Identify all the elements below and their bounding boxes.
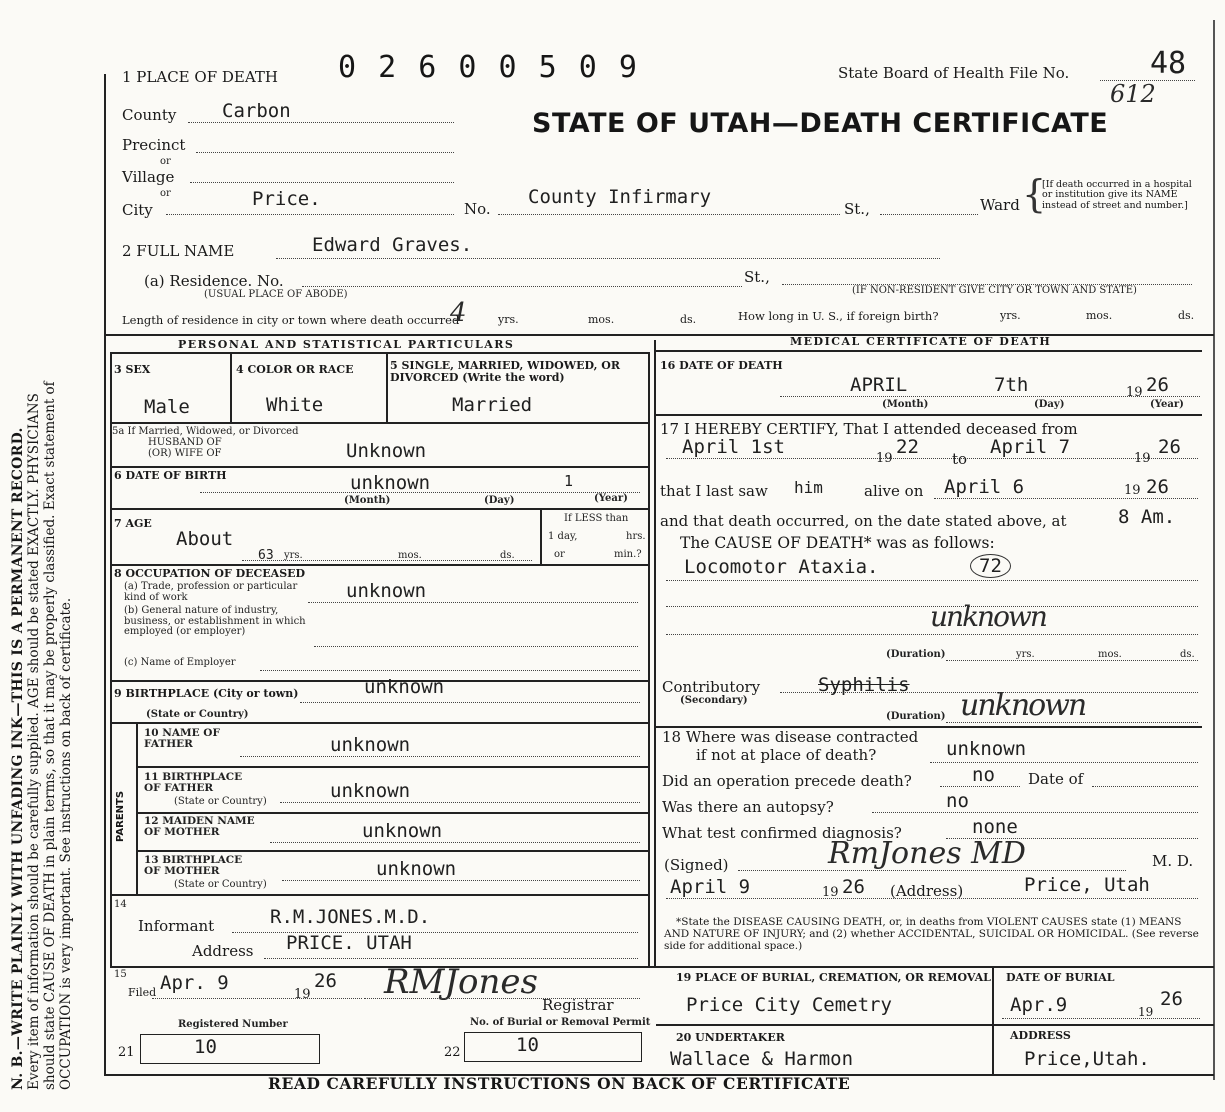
last-saw-date: April 6 (944, 476, 1025, 498)
autopsy-value: no (946, 790, 969, 812)
no-value: County Infirmary (528, 186, 712, 208)
city-value: Price. (252, 188, 321, 210)
marital-label: 5 SINGLE, MARRIED, WIDOWED, OR DIVORCED (Write the word) (390, 359, 621, 384)
ward-label: Ward (980, 196, 1020, 214)
physician-address: Price, Utah (1024, 874, 1150, 896)
footer-instructions: READ CAREFULLY INSTRUCTIONS ON BACK OF CERTIFICATE (268, 1074, 851, 1093)
registrar-signature: RMJones (384, 962, 538, 1002)
registrar-label: Registrar (542, 996, 614, 1014)
test-value: none (972, 816, 1018, 838)
registered-number: 10 (194, 1036, 217, 1058)
attended-to: April 7 (990, 436, 1071, 458)
county-label: County (122, 106, 177, 124)
employer-label: (c) Name of Employer (124, 657, 236, 668)
side-note-1: N. B.—WRITE PLAINLY WITH UNFADING INK—THIS IS A PERMANENT RECORD. (10, 427, 26, 1090)
filed-year: 26 (314, 970, 337, 992)
side-note-2: Every item of information should be carefully supplied. AGE should be stated EXACTLY. PHYSICIANS (26, 393, 42, 1090)
certify-line: 17 I HEREBY CERTIFY, That I attended deceased from (660, 420, 1078, 438)
mother-birthplace-value: unknown (376, 858, 457, 880)
full-name-value: Edward Graves. (312, 234, 473, 256)
undertaker-value: Wallace & Harmon (670, 1048, 854, 1070)
nonresident-note: (IF NON-RESIDENT GIVE CITY OR TOWN AND STATE) (852, 285, 1137, 296)
color-label: 4 COLOR OR RACE (236, 363, 354, 376)
informant-address: PRICE. UTAH (286, 932, 412, 954)
ward-note: [If death occurred in a hospital or institution give its NAME instead of street and number.] (1042, 179, 1192, 211)
signed-date: April 9 (670, 876, 751, 898)
filed-date: Apr. 9 (160, 972, 229, 994)
precinct-label: Precinct (122, 136, 186, 154)
county-value: Carbon (222, 100, 291, 122)
undertaker-label: 20 UNDERTAKER (676, 1031, 785, 1044)
serial-number: 0 2 6 0 0 5 0 9 (338, 50, 639, 85)
side-note-3: should state CAUSE OF DEATH in plain terms, so that it may be properly classified. Exact statement of (42, 381, 58, 1090)
side-instructions (10, 90, 74, 1090)
cause-of-death: Locomotor Ataxia. (684, 556, 879, 578)
contributory-label: Contributory (662, 678, 761, 696)
color-value: White (266, 394, 324, 416)
burial-date: Apr.9 (1010, 994, 1068, 1016)
death-day: 7th (994, 374, 1029, 396)
residence-label: (a) Residence. No. (144, 272, 284, 290)
death-year: 26 (1146, 374, 1169, 396)
attended-to-year: 26 (1158, 436, 1181, 458)
burial-year: 26 (1160, 988, 1183, 1010)
sex-label: 3 SEX (114, 363, 151, 376)
residence-years: 4 (450, 298, 467, 328)
operation-value: no (972, 764, 995, 786)
duration2-scrawl: unknown (960, 688, 1086, 723)
cause-code: 72 (970, 554, 1011, 578)
us-residence-label: How long in U. S., if foreign birth? (738, 309, 939, 323)
no-label: No. (464, 200, 491, 218)
undertaker-address-label: ADDRESS (1010, 1029, 1071, 1042)
full-name-label: 2 FULL NAME (122, 242, 235, 260)
him-value: him (794, 478, 823, 497)
undertaker-address: Price,Utah. (1024, 1048, 1150, 1070)
city-label: City (122, 201, 153, 219)
place-of-death-label: 1 PLACE OF DEATH (122, 68, 278, 86)
last-saw-year: 26 (1146, 476, 1169, 498)
duration-scrawl: unknown (930, 600, 1046, 633)
informant-label: Informant (138, 917, 215, 935)
birthplace-value: unknown (364, 676, 445, 698)
medical-section-header: MEDICAL CERTIFICATE OF DEATH (790, 335, 1052, 348)
signed-year: 26 (842, 876, 865, 898)
where-contracted: unknown (946, 738, 1027, 760)
marital-value: Married (452, 394, 533, 416)
certificate-title: STATE OF UTAH—DEATH CERTIFICATE (532, 108, 1109, 139)
right-edge (1213, 20, 1215, 1080)
file-no-label: State Board of Health File No. (838, 64, 1070, 82)
father-birthplace-value: unknown (330, 780, 411, 802)
attended-from: April 1st (682, 436, 785, 458)
burial-permit-box (464, 1032, 642, 1062)
age-prefix: About (176, 528, 234, 550)
occupation-value: unknown (346, 580, 427, 602)
attended-from-year: 22 (896, 436, 919, 458)
filed-label: Filed (128, 986, 157, 999)
date-of-death-label: 16 DATE OF DEATH (660, 359, 783, 372)
spouse-value: Unknown (346, 440, 427, 462)
sex-value: Male (144, 396, 190, 418)
burial-place-label: 19 PLACE OF BURIAL, CREMATION, OR REMOVAL (676, 971, 991, 984)
burial-place: Price City Cemetry (686, 994, 892, 1016)
death-month: APRIL (850, 374, 908, 396)
burial-permit-number: 10 (516, 1034, 539, 1056)
file-no-extra: 612 (1110, 80, 1156, 108)
physician-signature: RmJones MD (828, 836, 1026, 871)
cause-footnote: *State the DISEASE CAUSING DEATH, or, in deaths from VIOLENT CAUSES state (1) MEANS AND NATURE OF INJURY; and (2) whether ACCIDENTAL, SUICIDAL OR HOMICIDAL. (See reverse side for additional space.) (664, 916, 1199, 953)
informant-address-label: Address (192, 942, 254, 960)
death-time: 8 Am. (1118, 506, 1176, 528)
file-no: 48 (1150, 46, 1187, 81)
parents-label: PARENTS (115, 790, 126, 842)
dob-value: unknown (350, 472, 431, 494)
length-of-residence-label: Length of residence in city or town where death occurred (122, 313, 460, 327)
mother-value: unknown (362, 820, 443, 842)
dob-label: 6 DATE OF BIRTH (114, 469, 227, 482)
informant-value: R.M.JONES.M.D. (270, 906, 431, 928)
birthplace-label: 9 BIRTHPLACE (City or town) (114, 687, 299, 700)
left-border (104, 74, 106, 1076)
st-label: St., (844, 200, 870, 218)
age-label: 7 AGE (114, 517, 152, 530)
registered-number-box (140, 1034, 320, 1064)
side-note-4: OCCUPATION is very important. See instructions on back of certificate. (58, 597, 74, 1090)
burial-date-label: DATE OF BURIAL (1006, 971, 1115, 984)
age-years: 63 (258, 548, 274, 563)
occupation-label: 8 OCCUPATION OF DECEASED (114, 567, 306, 580)
father-value: unknown (330, 734, 411, 756)
contributory-value: Syphilis (818, 674, 910, 696)
village-label: Village (122, 168, 175, 186)
personal-section-header: PERSONAL AND STATISTICAL PARTICULARS (178, 338, 515, 351)
